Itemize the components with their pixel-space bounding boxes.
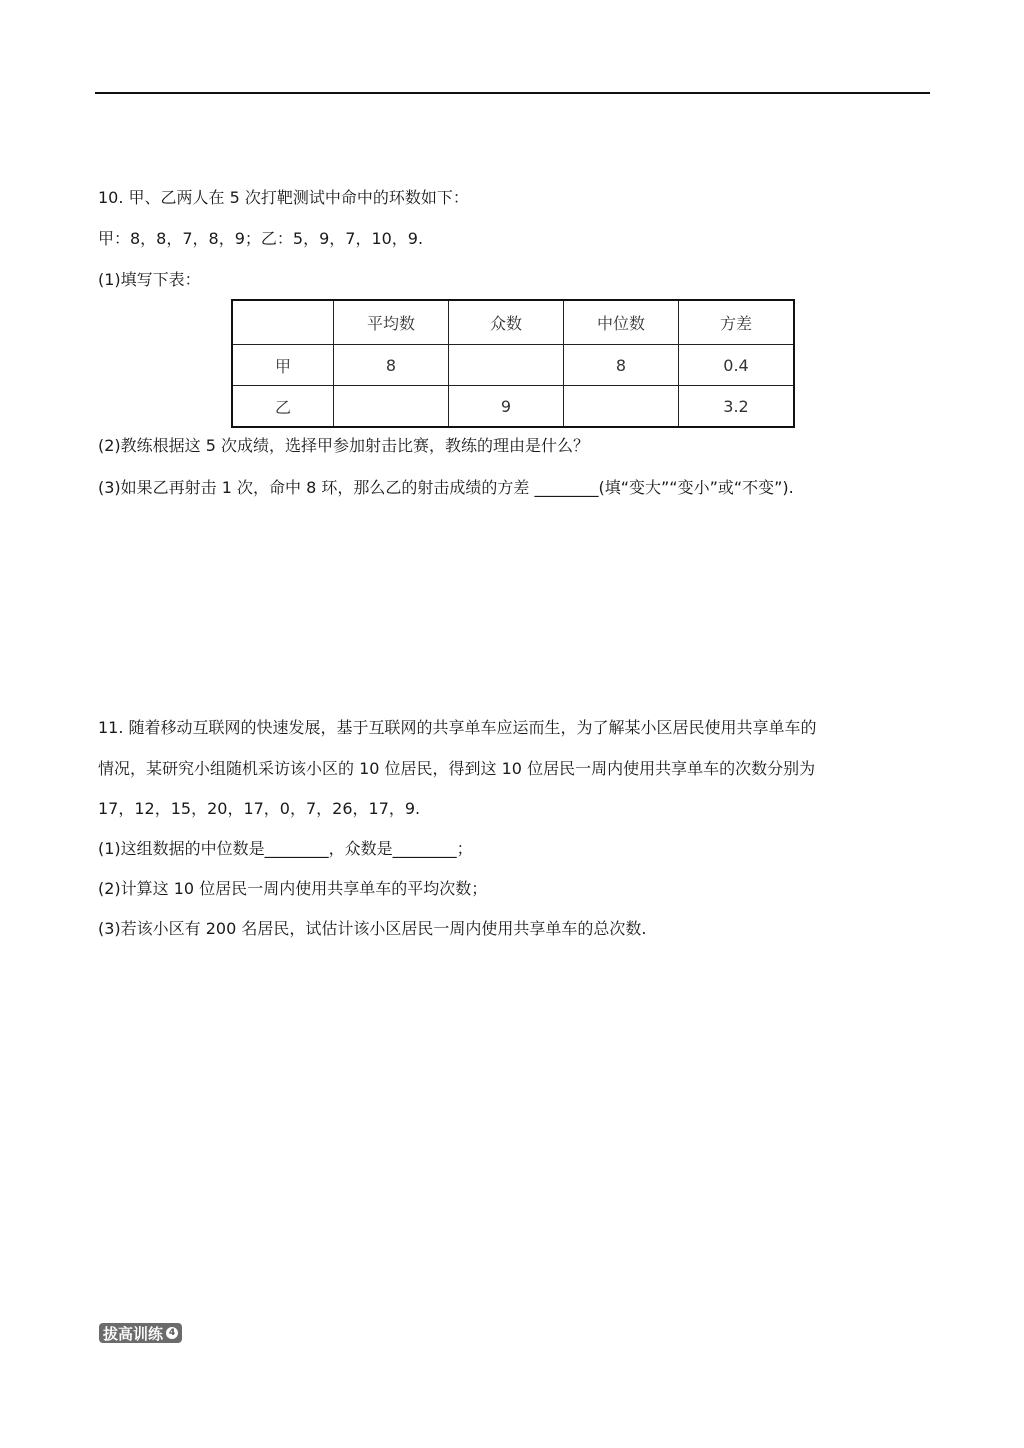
q10-part2: (2)教练根据这 5 次成绩，选择甲参加射击比赛，教练的理由是什么？ xyxy=(98,436,590,455)
q10-part3: (3)如果乙再射击 1 次，命中 8 环，那么乙的射击成绩的方差 ________(填“变大”“变小”或“不变”). xyxy=(98,478,794,497)
q11-part2: (2)计算这 10 位居民一周内使用共享单车的平均次数； xyxy=(98,879,488,898)
q11-data: 17，12，15，20，17，0，7，26，17，9. xyxy=(98,799,421,818)
table-header-cell xyxy=(232,300,334,345)
q10-part1: (1)填写下表： xyxy=(98,270,201,289)
table-header-cell: 众数 xyxy=(449,300,564,345)
q11-part3: (3)若该小区有 200 名居民，试估计该小区居民一周内使用共享单车的总次数. xyxy=(98,919,647,938)
table-cell: 9 xyxy=(449,386,564,428)
header-rule xyxy=(95,92,930,94)
table-row xyxy=(232,300,794,345)
table-cell xyxy=(334,386,449,428)
q11-stem: 11. 随着移动互联网的快速发展，基于互联网的共享单车应运而生，为了解某小区居民使用共享单车的 xyxy=(98,718,817,737)
table-row xyxy=(232,345,794,386)
table-cell: 甲 xyxy=(232,345,334,386)
table-cell: 乙 xyxy=(232,386,334,428)
q10-stem: 10. 甲、乙两人在 5 次打靶测试中命中的环数如下： xyxy=(98,188,469,207)
table-cell: 8 xyxy=(334,345,449,386)
section-badge-label: 拔高训练 xyxy=(103,1324,164,1343)
table-header-cell: 中位数 xyxy=(564,300,679,345)
q11-stem-continued: 情况，某研究小组随机采访该小区的 10 位居民，得到这 10 位居民一周内使用共享单车的次数分别为 xyxy=(98,759,816,778)
table-header-cell: 方差 xyxy=(679,300,795,345)
table-cell xyxy=(564,386,679,428)
q10-table xyxy=(231,299,795,428)
section-badge-number: 4 xyxy=(166,1327,178,1339)
table-cell: 3.2 xyxy=(679,386,795,428)
q10-data: 甲：8，8，7，8，9；乙：5，9，7，10，9. xyxy=(98,229,424,248)
q11-part1: (1)这组数据的中位数是________，众数是________； xyxy=(98,839,473,858)
table-cell: 0.4 xyxy=(679,345,795,386)
table-cell xyxy=(449,345,564,386)
section-badge xyxy=(99,1323,182,1343)
table-header-cell: 平均数 xyxy=(334,300,449,345)
table-row xyxy=(232,386,794,428)
table-cell: 8 xyxy=(564,345,679,386)
